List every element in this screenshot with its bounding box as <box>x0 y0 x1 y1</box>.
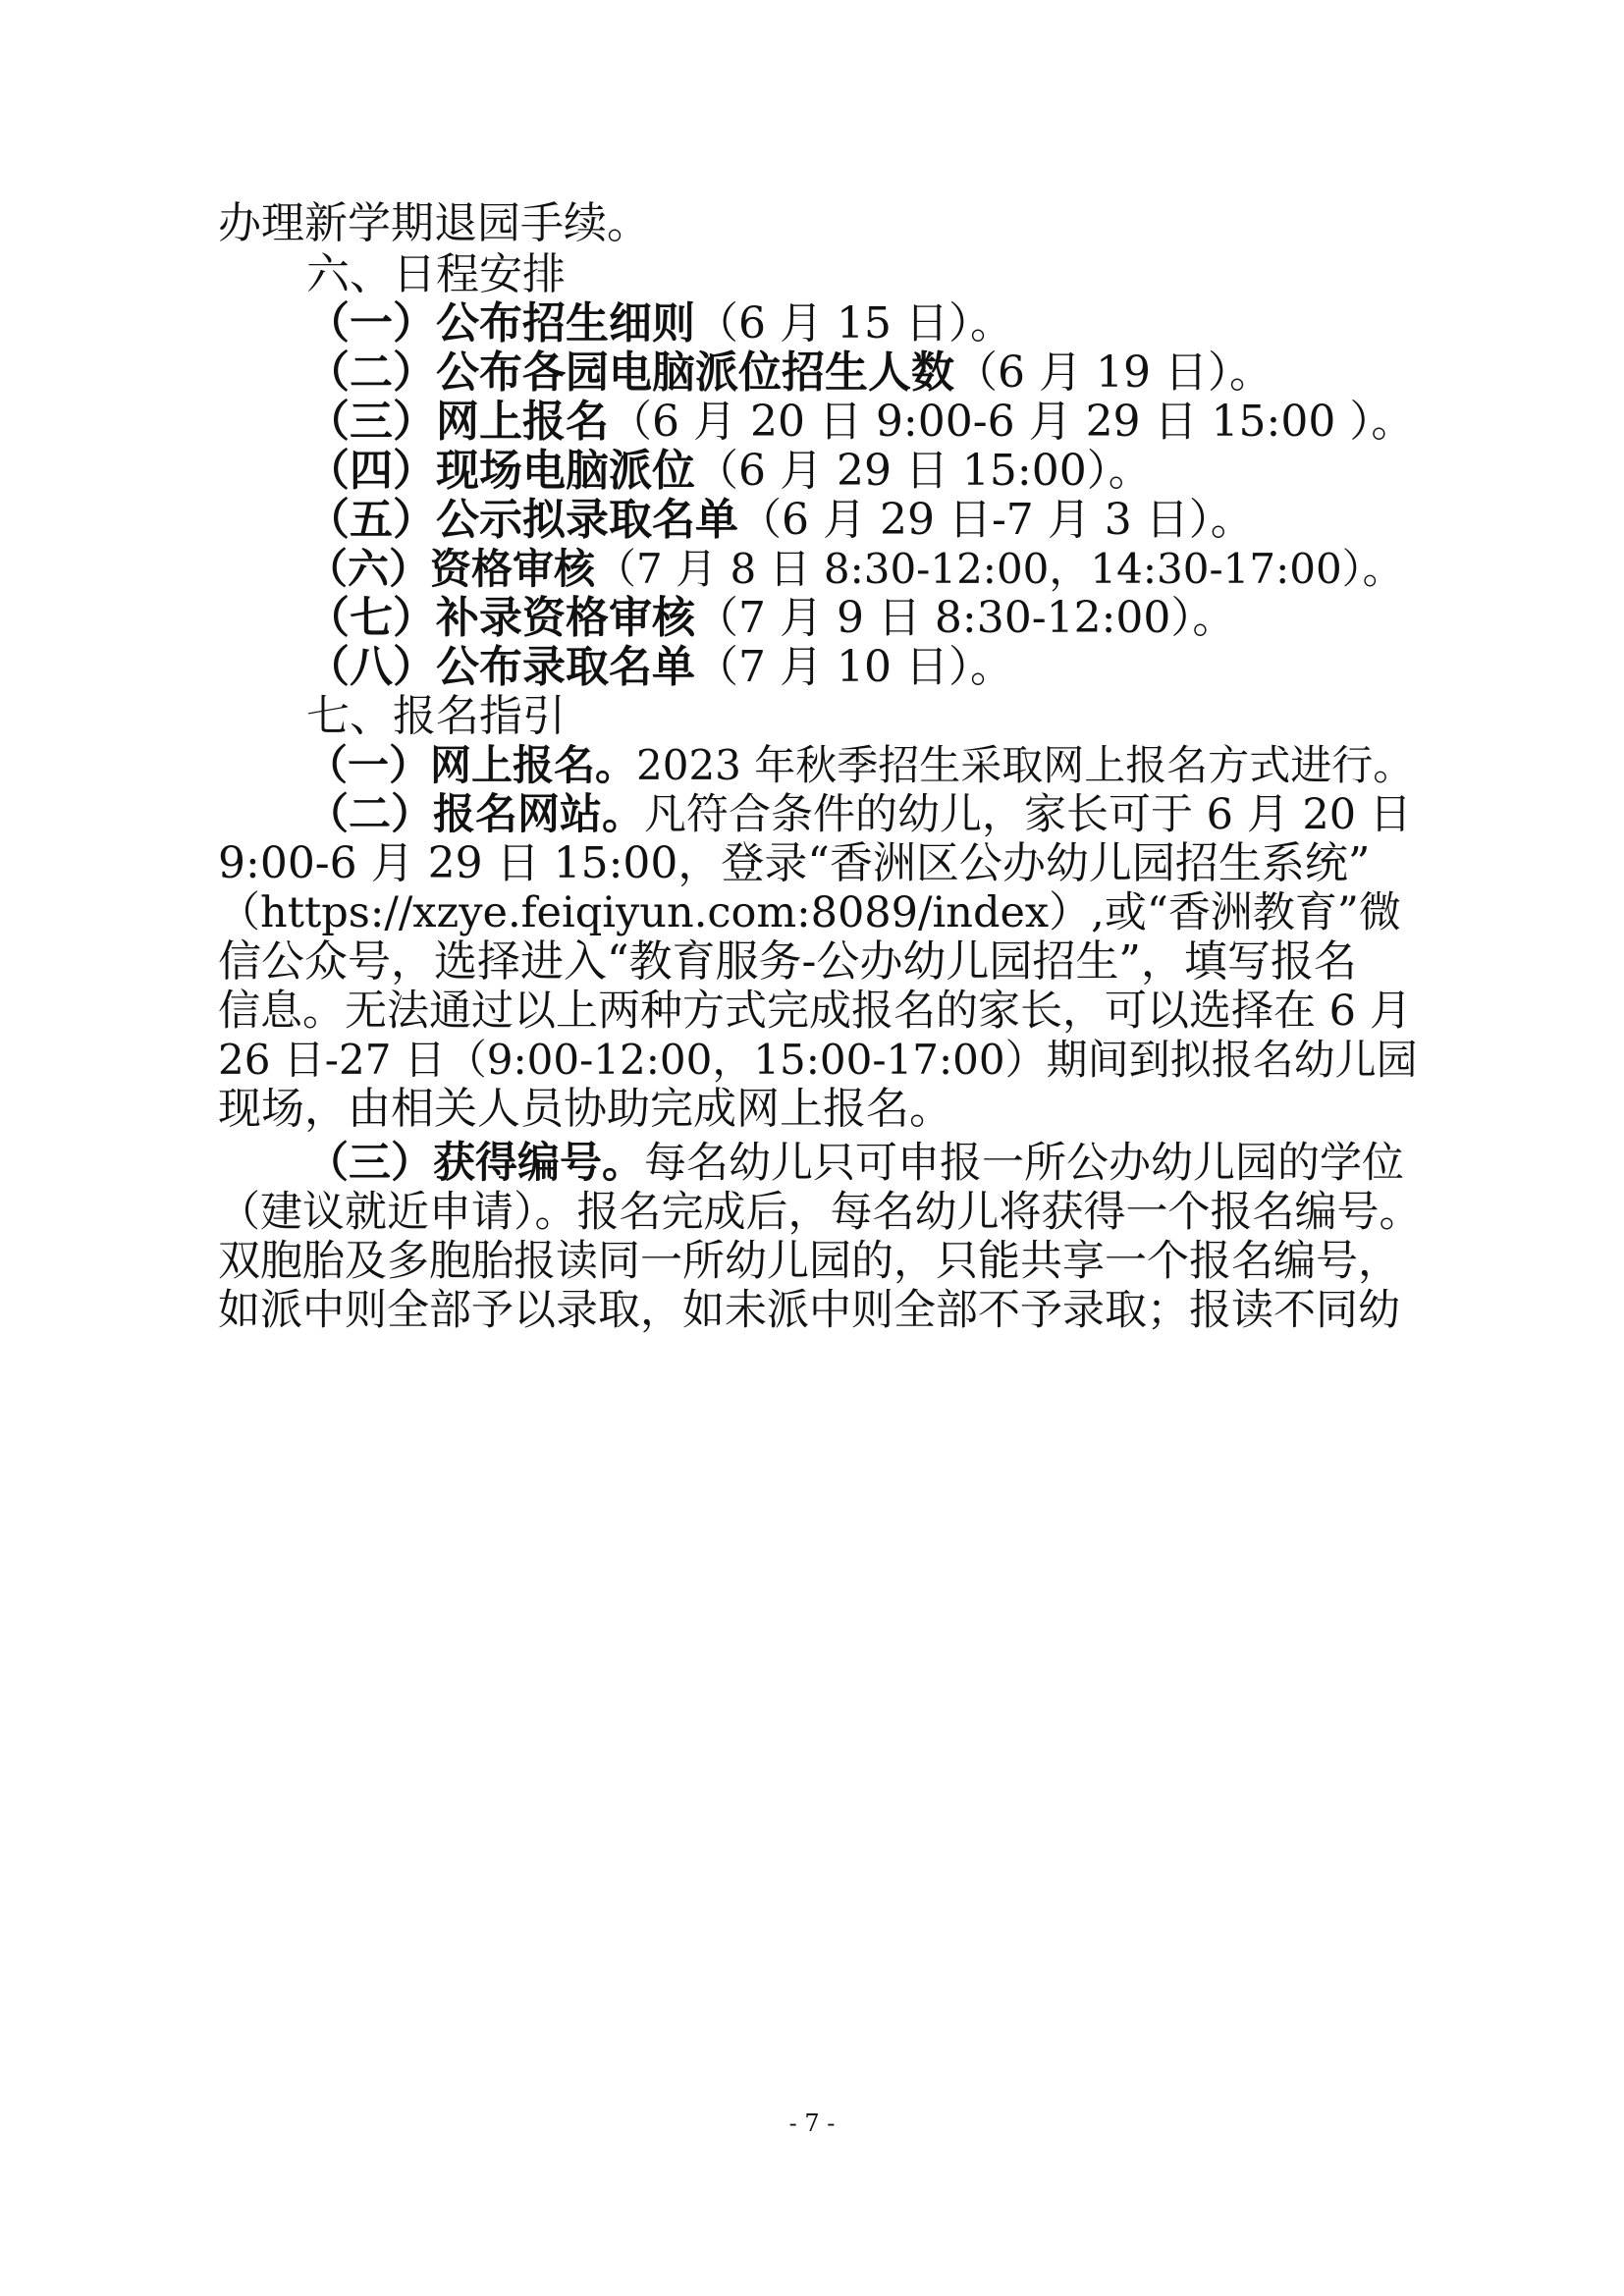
page-number: - 7 - <box>788 2109 836 2137</box>
guide-paragraph-line: （一）网上报名。2023 年秋季招生采取网上报名方式进行。 <box>306 741 1415 789</box>
paragraph-line: 26 日-27 日（9:00-12:00，15:00-17:00）期间到拟报名幼儿园 <box>218 1036 1418 1084</box>
paragraph-line: 如派中则全部予以录取，如未派中则全部不予录取；报读不同幼 <box>218 1286 1400 1335</box>
section-heading-schedule: 六、日程安排 <box>306 249 566 299</box>
guide-item-label: （一）网上报名。 <box>306 741 637 789</box>
schedule-item-label: （七）补录资格审核 <box>306 593 695 643</box>
paragraph-line: 办理新学期退园手续。 <box>218 198 650 248</box>
schedule-item-label: （二）公布各园电脑派位招生人数 <box>306 347 954 398</box>
schedule-item-label: （六）资格审核 <box>306 545 596 593</box>
schedule-item-label: （八）公布录取名单 <box>306 642 695 692</box>
paragraph-line: 信息。无法通过以上两种方式完成报名的家长，可以选择在 6 月 <box>218 987 1412 1036</box>
section-heading-guide: 七、报名指引 <box>306 691 566 741</box>
schedule-item-date: （7 月 10 日）。 <box>695 642 1013 692</box>
schedule-item-label: （五）公示拟录取名单 <box>306 495 738 545</box>
schedule-item-date: （6 月 15 日）。 <box>695 298 1013 348</box>
paragraph-line: 双胞胎及多胞胎报读同一所幼儿园的，只能共享一个报名编号， <box>218 1237 1400 1286</box>
schedule-item-date: （6 月 20 日 9:00-6 月 29 日 15:00 ）。 <box>609 397 1415 447</box>
schedule-item-date: （7 月 8 日 8:30-12:00，14:30-17:00）。 <box>595 545 1404 593</box>
paragraph-line: 9:00-6 月 29 日 15:00，登录“香洲区公办幼儿园招生系统” <box>218 838 1371 888</box>
schedule-item-date: （7 月 9 日 8:30-12:00）。 <box>695 593 1236 643</box>
paragraph-line: 现场，由相关人员协助完成网上报名。 <box>218 1084 952 1134</box>
schedule-item-date: （6 月 19 日）。 <box>954 347 1272 398</box>
paragraph-line: 信公众号，选择进入“教育服务-公办幼儿园招生”，填写报名 <box>218 936 1357 987</box>
guide-paragraph-line: （二）报名网站。凡符合条件的幼儿，家长可于 6 月 20 日 <box>306 790 1412 839</box>
schedule-item-date: （6 月 29 日 15:00）。 <box>695 446 1152 496</box>
schedule-item-label: （四）现场电脑派位 <box>306 446 695 496</box>
schedule-item-date: （6 月 29 日-7 月 3 日）。 <box>738 495 1254 545</box>
schedule-item-label: （三）网上报名 <box>306 397 609 447</box>
paragraph-line: （建议就近申请）。报名完成后，每名幼儿将获得一个报名编号。 <box>218 1188 1422 1237</box>
paragraph-line-url: （https://xzye.feiqiyun.com:8089/index）,或“香洲教育”微 <box>218 888 1401 937</box>
guide-paragraph-line: （三）获得编号。每名幼儿只可申报一所公办幼儿园的学位 <box>306 1139 1404 1188</box>
guide-item-label: （三）获得编号。 <box>306 1139 644 1188</box>
schedule-item-label: （一）公布招生细则 <box>306 298 695 348</box>
guide-item-label: （二）报名网站。 <box>306 790 644 839</box>
